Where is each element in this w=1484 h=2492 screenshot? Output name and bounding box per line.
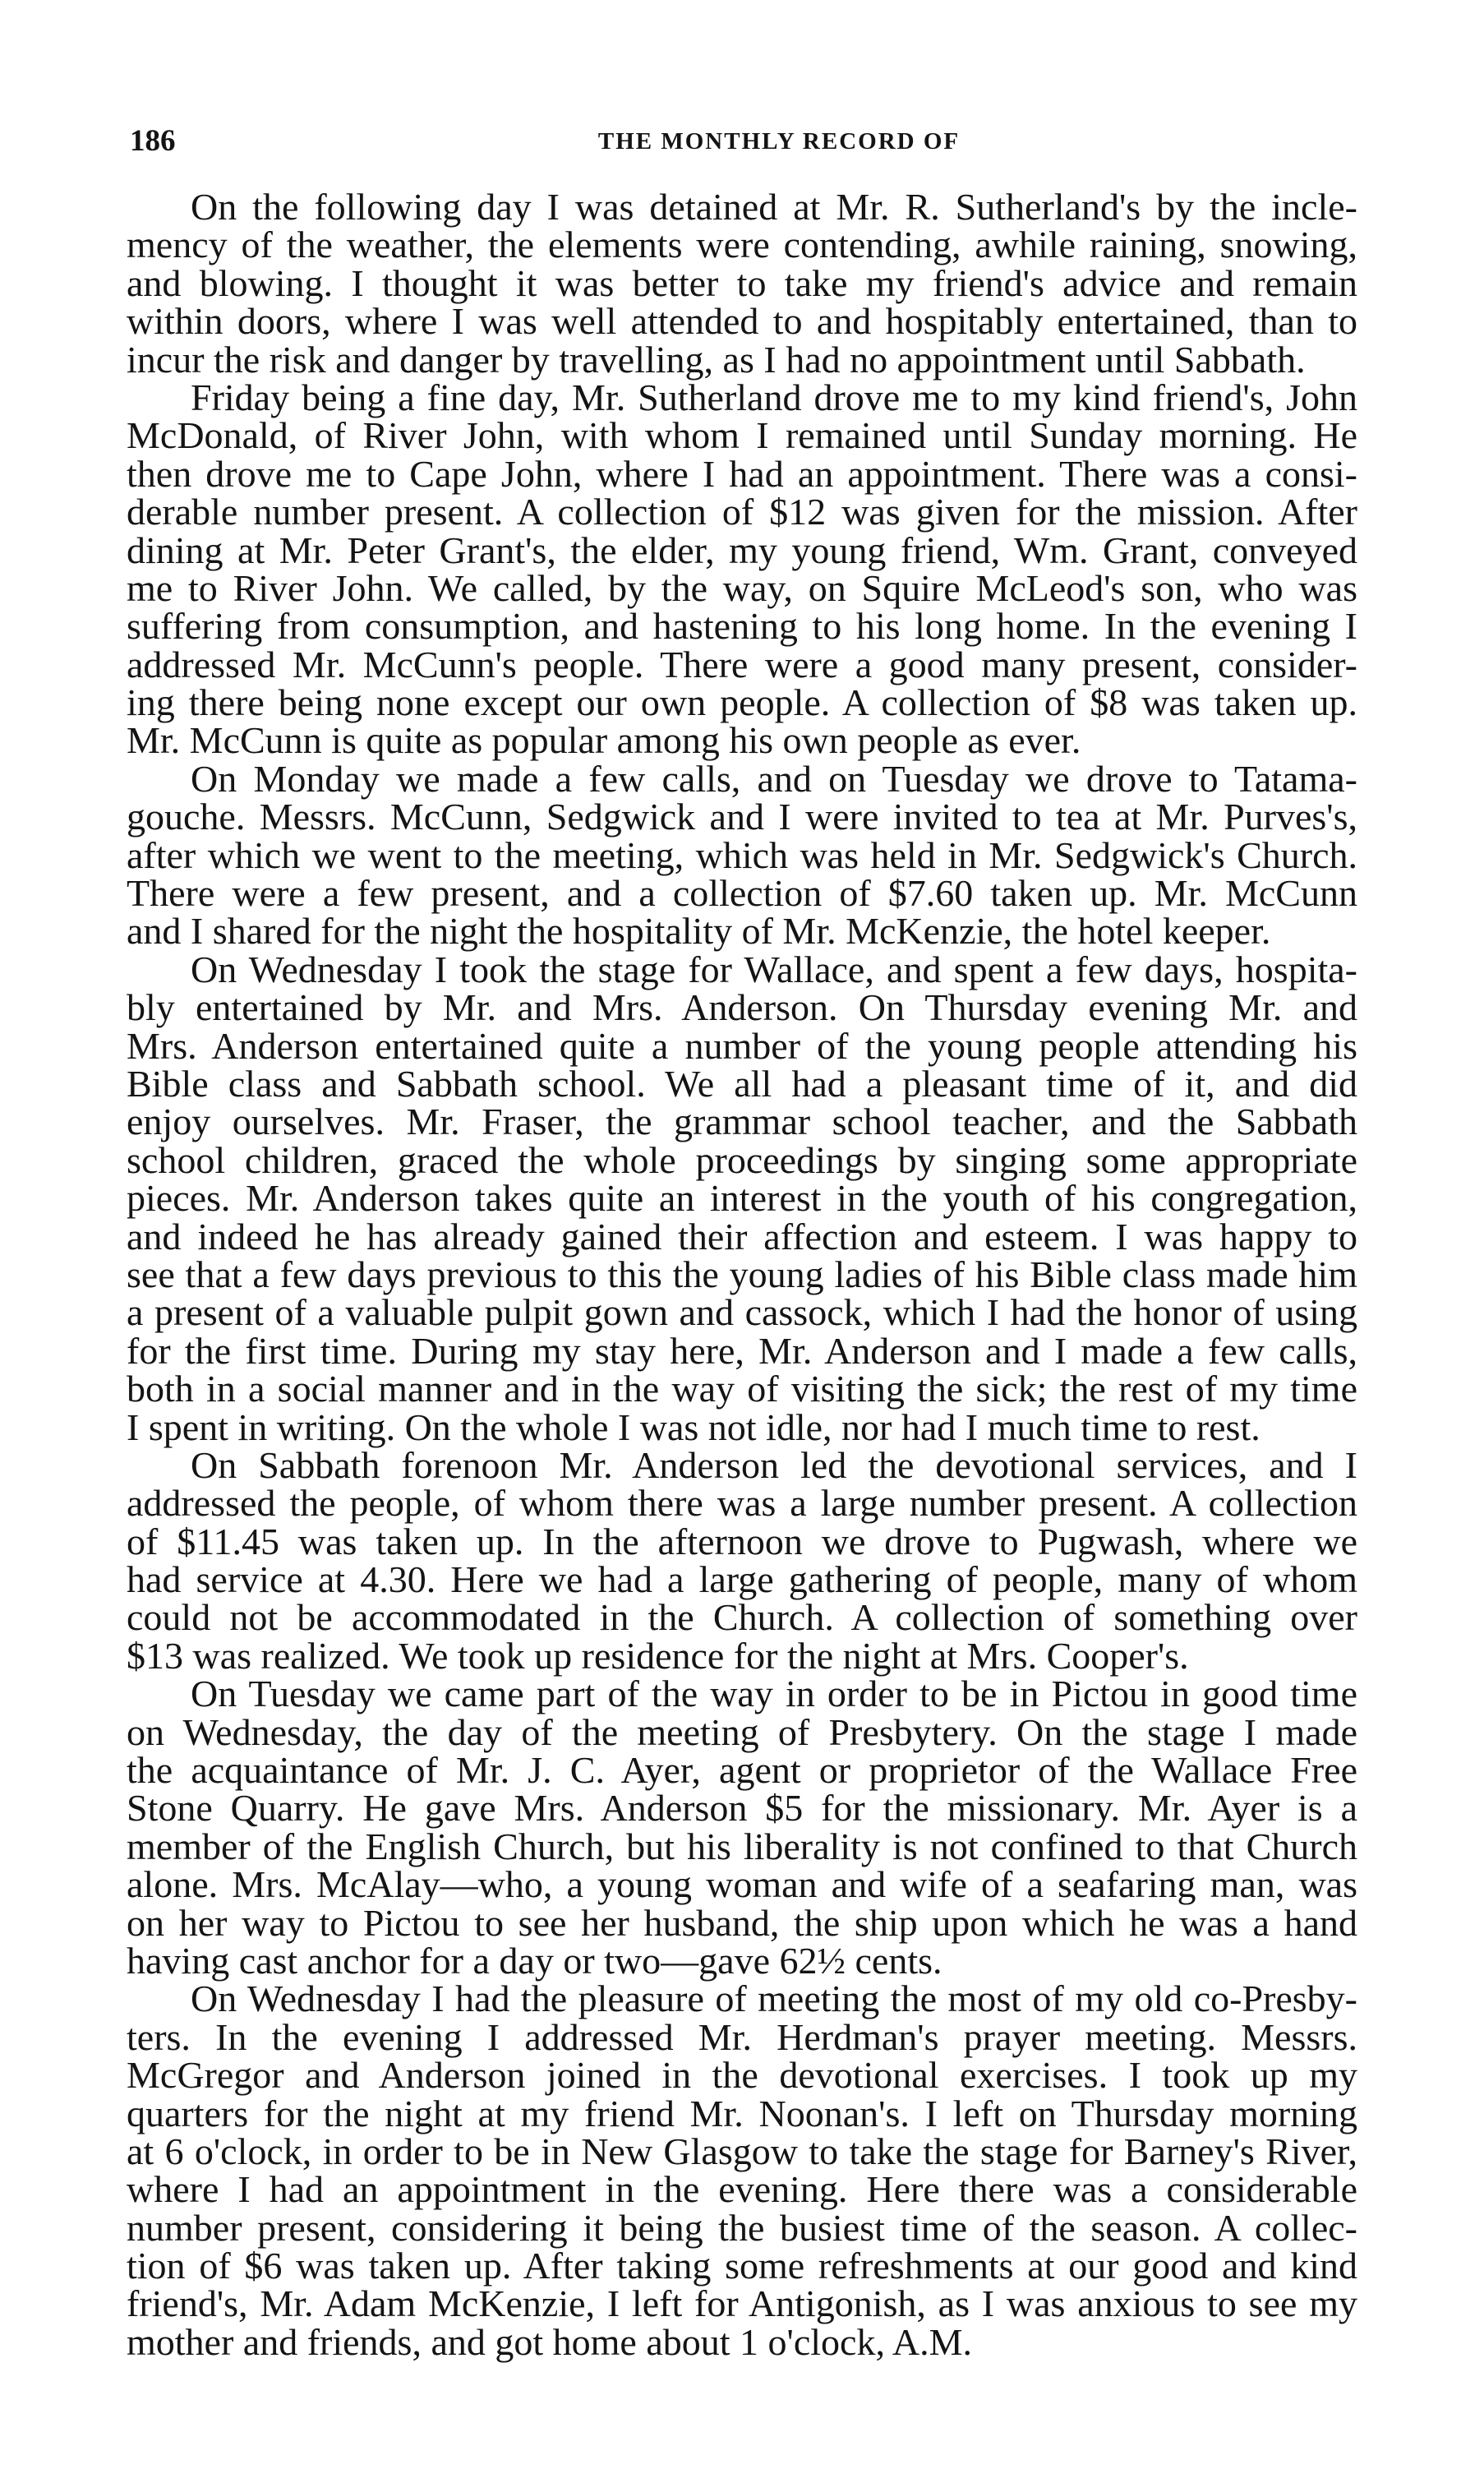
text-line: alone. Mrs. McAlay—who, a young woman and wife of a seafaring man, was [127, 1863, 1357, 1906]
text-line: after which we went to the meeting, which was held in Mr. Sedgwick's Church. [127, 833, 1357, 876]
paragraph [127, 757, 1357, 953]
text-line: derable number present. A collection of $12 was given for the mission. After [127, 491, 1357, 533]
text-line: on Wednesday, the day of the meeting of Presbytery. On the stage I made [127, 1710, 1357, 1753]
text-line: pieces. Mr. Anderson takes quite an interest in the youth of his congregation, [127, 1177, 1357, 1220]
text-line: then drove me to Cape John, where I had an appointment. There was a consi- [127, 452, 1357, 495]
text-line: for the first time. During my stay here, Mr. Anderson and I made a few calls, [127, 1329, 1357, 1372]
text-line: could not be accommodated in the Church. A collection of something over [127, 1596, 1357, 1639]
text-line: bly entertained by Mr. and Mrs. Anderson. On Thursday evening Mr. and [127, 986, 1357, 1029]
paragraph [127, 1977, 1357, 2363]
text-line: incur the risk and danger by travelling, as I had no appointment until Sabbath. [127, 338, 1306, 381]
text-line: quarters for the night at my friend Mr. Noonan's. I left on Thursday morning [127, 2092, 1357, 2134]
running-head: THE MONTHLY RECORD OF [597, 128, 961, 155]
text-line: ters. In the evening I addressed Mr. Herdman's prayer meeting. Messrs. [127, 2015, 1357, 2058]
text-line: and blowing. I thought it was better to take my friend's advice and remain [127, 261, 1357, 304]
text-line: a present of a valuable pulpit gown and cassock, which I had the honor of using [127, 1291, 1357, 1334]
text-line: see that a few days previous to this the young ladies of his Bible class made him [127, 1253, 1357, 1295]
paragraph [127, 948, 1357, 1448]
text-line: tion of $6 was taken up. After taking some refreshments at our good and kind [127, 2245, 1357, 2287]
text-line: enjoy ourselves. Mr. Fraser, the grammar school teacher, and the Sabbath [127, 1101, 1357, 1143]
text-line: both in a social manner and in the way of visiting the sick; the rest of my time [127, 1368, 1357, 1410]
paragraph [127, 1443, 1357, 1677]
text-line: There were a few present, and a collection of $7.60 taken up. Mr. McCunn [127, 872, 1357, 915]
text-line: ing there being none except our own people. A collection of $8 was taken up. [127, 681, 1357, 724]
text-line: Mrs. Anderson entertained quite a number of the young people attending his [127, 1024, 1357, 1067]
text-line: had service at 4.30. Here we had a large gathering of people, many of whom [127, 1558, 1357, 1601]
text-line: me to River John. We called, by the way, on Squire McLeod's son, who was [127, 566, 1357, 609]
text-line: friend's, Mr. Adam McKenzie, I left for Antigonish, as I was anxious to see my [127, 2282, 1357, 2325]
text-line: On Wednesday I had the pleasure of meeting the most of my old co-Presby- [191, 1977, 1357, 2020]
text-line: mency of the weather, the elements were contending, awhile raining, snowing, [127, 224, 1357, 266]
text-line: Bible class and Sabbath school. We all had a pleasant time of it, and did [127, 1062, 1357, 1105]
text-line: On Wednesday I took the stage for Wallace, and spent a few days, hospita- [191, 948, 1357, 990]
paragraph [127, 188, 1357, 379]
body-text [127, 188, 1357, 2361]
text-line: Friday being a fine day, Mr. Sutherland drove me to my kind friend's, John [191, 376, 1357, 418]
text-line: the acquaintance of Mr. J. C. Ayer, agent or proprietor of the Wallace Free [127, 1749, 1357, 1792]
text-line: at 6 o'clock, in order to be in New Glasgow to take the stage for Barney's River, [127, 2130, 1357, 2172]
text-line: mother and friends, and got home about 1 o'clock, A.M. [127, 2320, 973, 2363]
text-line: school children, graced the whole proceedings by singing some appropriate [127, 1138, 1357, 1181]
text-line: I spent in writing. On the whole I was not idle, nor had I much time to rest. [127, 1405, 1260, 1448]
text-line: McDonald, of River John, with whom I remained until Sunday morning. He [127, 414, 1357, 457]
text-line: having cast anchor for a day or two—gave 62½ cents. [127, 1939, 942, 1982]
paragraph [127, 1675, 1357, 1980]
text-line: On Monday we made a few calls, and on Tuesday we drove to Tatama- [191, 757, 1357, 800]
text-line: On the following day I was detained at Mr. R. Sutherland's by the incle- [191, 186, 1357, 228]
text-line: suffering from consumption, and hastening to his long home. In the evening I [127, 605, 1357, 648]
paragraph [127, 376, 1357, 762]
text-line: within doors, where I was well attended to and hospitably entertained, than to [127, 300, 1357, 343]
text-line: member of the English Church, but his liberality is not confined to that Church [127, 1825, 1357, 1867]
page-header [130, 117, 1354, 166]
text-line: where I had an appointment in the evening. Here there was a considerable [127, 2168, 1357, 2211]
text-line: On Tuesday we came part of the way in order to be in Pictou in good time [191, 1673, 1357, 1715]
text-line: Stone Quarry. He gave Mrs. Anderson $5 for the missionary. Mr. Ayer is a [127, 1787, 1357, 1830]
text-line: addressed the people, of whom there was a large number present. A collection [127, 1482, 1357, 1525]
text-line: On Sabbath forenoon Mr. Anderson led the devotional services, and I [191, 1443, 1357, 1486]
text-line: and I shared for the night the hospitality of Mr. McKenzie, the hotel keeper. [127, 910, 1271, 953]
text-line: number present, considering it being the busiest time of the season. A collec- [127, 2206, 1357, 2249]
text-line: McGregor and Anderson joined in the devotional exercises. I took up my [127, 2054, 1357, 2097]
text-line: $13 was realized. We took up residence for the night at Mrs. Cooper's. [127, 1634, 1189, 1677]
page-number: 186 [130, 124, 176, 158]
text-line: gouche. Messrs. McCunn, Sedgwick and I were invited to tea at Mr. Purves's, [127, 796, 1357, 838]
text-line: and indeed he has already gained their affection and esteem. I was happy to [127, 1215, 1357, 1258]
text-line: addressed Mr. McCunn's people. There were a good many present, consider- [127, 643, 1357, 685]
text-line: dining at Mr. Peter Grant's, the elder, my young friend, Wm. Grant, conveyed [127, 528, 1357, 571]
text-line: Mr. McCunn is quite as popular among his own people as ever. [127, 719, 1081, 762]
text-line: on her way to Pictou to see her husband, the ship upon which he was a hand [127, 1901, 1357, 1944]
text-line: of $11.45 was taken up. In the afternoon we drove to Pugwash, where we [127, 1520, 1357, 1562]
